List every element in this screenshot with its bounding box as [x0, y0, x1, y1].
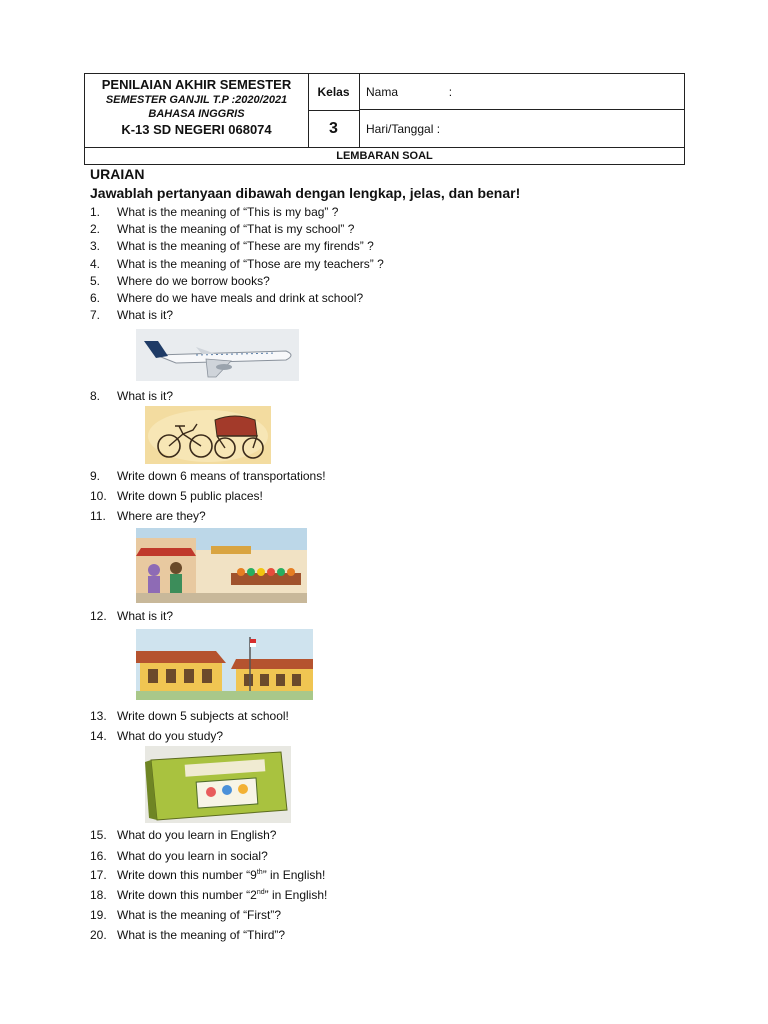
airplane-picture	[136, 329, 299, 381]
question-item	[90, 609, 173, 623]
question-text: What is the meaning of “Those are my teachers” ?	[117, 257, 384, 271]
question-number: 2.	[90, 222, 101, 236]
student-info-cell	[360, 74, 685, 147]
question-item	[90, 709, 289, 723]
school-building-picture	[136, 629, 313, 700]
section-title: URAIAN	[90, 166, 145, 182]
class-cell	[308, 74, 360, 147]
question-text: Where do we have meals and drink at school?	[117, 291, 364, 305]
exam-title-cell	[85, 74, 309, 147]
school-label: K-13 SD NEGERI 068074	[121, 122, 272, 137]
question-number: 5.	[90, 274, 101, 288]
question-item	[90, 828, 276, 842]
date-label: Hari/Tanggal :	[366, 122, 441, 136]
question-text: What is the meaning of “That is my school” ?	[117, 222, 355, 236]
question-text: Write down 6 means of transportations!	[117, 469, 326, 483]
name-colon: :	[448, 85, 453, 99]
question-text-end: ” in English!	[264, 888, 328, 902]
question-item	[90, 239, 374, 253]
class-value: 3	[329, 120, 338, 137]
question-item	[90, 509, 206, 523]
question-number: 10.	[90, 489, 107, 503]
class-label: Kelas	[308, 74, 359, 111]
semester-label: SEMESTER GANJIL T.P :2020/2021	[105, 94, 288, 106]
question-item	[90, 908, 281, 922]
question-text: What is it?	[117, 389, 174, 403]
question-text: What is it?	[117, 308, 174, 322]
question-number: 12.	[90, 609, 107, 623]
subject-label: BAHASA INGGRIS	[148, 108, 245, 120]
question-item	[90, 222, 354, 236]
question-item	[90, 868, 325, 882]
question-item	[90, 888, 327, 902]
question-item	[90, 205, 338, 219]
question-number: 11.	[90, 509, 106, 523]
question-item	[90, 729, 223, 743]
question-text: What is the meaning of “Third”?	[117, 928, 286, 942]
becak-bicycle-picture	[145, 406, 271, 464]
question-text: What is it?	[117, 609, 174, 623]
question-number: 8.	[90, 389, 101, 403]
question-item	[90, 928, 285, 942]
name-label: Nama	[366, 85, 399, 99]
question-number: 15.	[90, 828, 107, 842]
market-scene-picture	[136, 528, 307, 603]
ordinal-suffix: nd	[256, 889, 265, 896]
question-text: What is the meaning of “This is my bag” ?	[117, 205, 339, 219]
mathematics-book-picture	[145, 746, 291, 823]
question-text: Write down 5 subjects at school!	[117, 709, 289, 723]
question-number: 19.	[90, 908, 107, 922]
question-number: 14.	[90, 729, 107, 743]
name-field[interactable]	[360, 74, 685, 110]
question-text: Write down this number “2	[117, 888, 257, 902]
question-item	[90, 389, 173, 403]
question-text: What is the meaning of “First”?	[117, 908, 282, 922]
question-number: 9.	[90, 469, 101, 483]
question-text: Where do we borrow books?	[117, 274, 270, 288]
question-number: 20.	[90, 928, 107, 942]
question-text: Write down 5 public places!	[117, 489, 263, 503]
question-number: 13.	[90, 709, 107, 723]
question-number: 7.	[90, 308, 101, 322]
question-number: 3.	[90, 239, 101, 253]
question-number: 4.	[90, 257, 101, 271]
question-item	[90, 274, 270, 288]
question-text: What do you learn in social?	[117, 849, 268, 863]
exam-header-table	[84, 73, 685, 165]
question-text-end: ” in English!	[262, 868, 326, 882]
question-item	[90, 257, 384, 271]
question-text: Write down this number “9	[117, 868, 257, 882]
question-number: 6.	[90, 291, 101, 305]
exam-title: PENILAIAN AKHIR SEMESTER	[101, 77, 292, 92]
ordinal-suffix: th	[256, 869, 263, 876]
question-item	[90, 308, 173, 322]
instruction-text: Jawablah pertanyaan dibawah dengan lengkap, jelas, dan benar!	[90, 185, 521, 201]
question-sheet-label: LEMBARAN SOAL	[85, 147, 684, 165]
question-text: What do you learn in English?	[117, 828, 277, 842]
question-item	[90, 469, 326, 483]
question-text: What do you study?	[117, 729, 224, 743]
question-item	[90, 291, 363, 305]
question-number: 18.	[90, 888, 107, 902]
question-number: 16.	[90, 849, 107, 863]
question-text: What is the meaning of “These are my firends” ?	[117, 239, 374, 253]
date-field[interactable]	[360, 111, 685, 147]
question-number: 17.	[90, 868, 107, 882]
question-item	[90, 849, 268, 863]
question-number: 1.	[90, 205, 101, 219]
question-text: Where are they?	[117, 509, 206, 523]
question-item	[90, 489, 263, 503]
